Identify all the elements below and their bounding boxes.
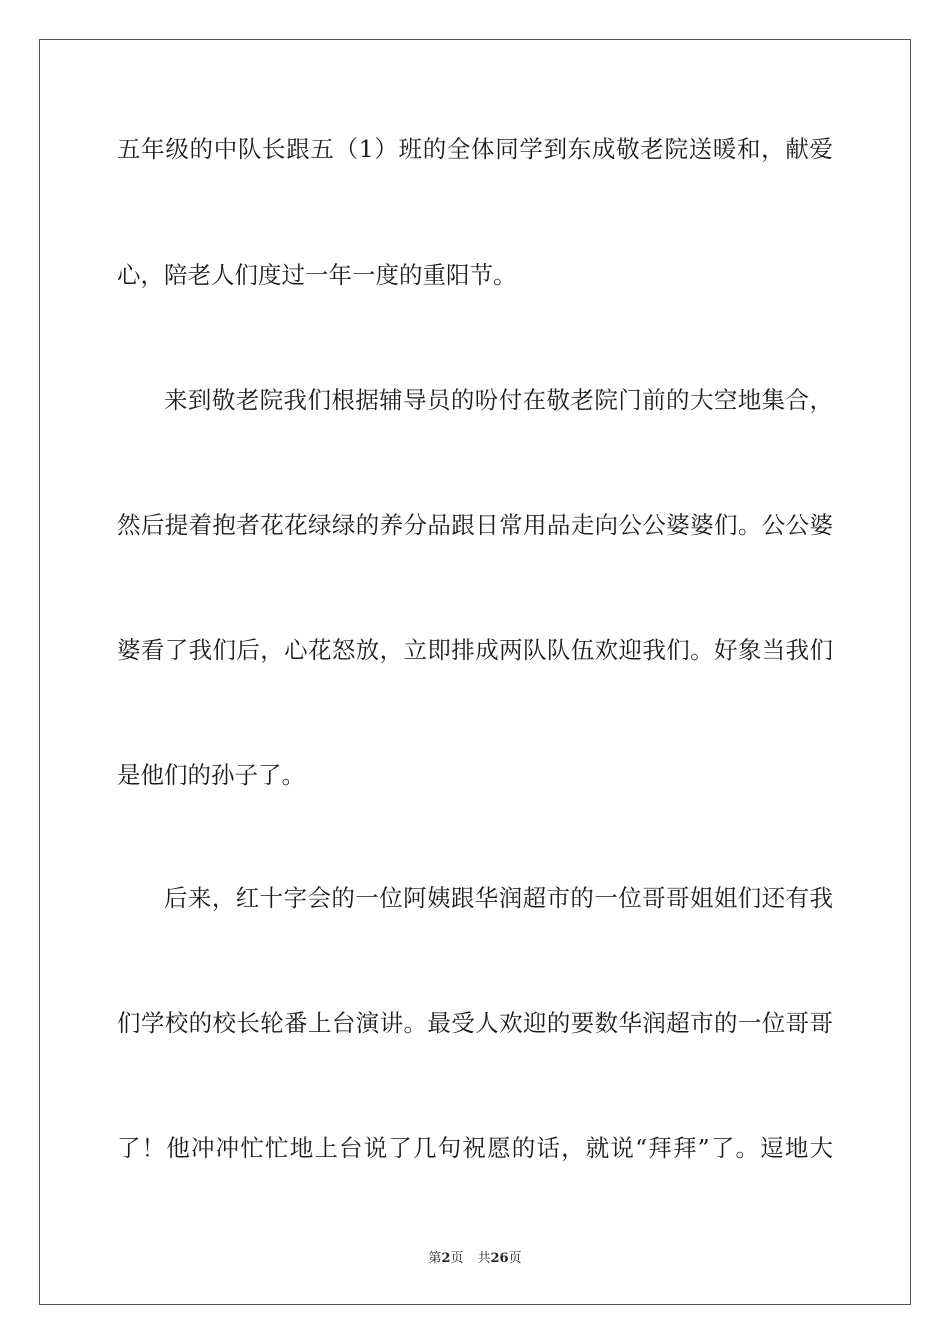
total-pages: 26: [490, 1251, 509, 1266]
page-prefix: 第: [428, 1251, 442, 1266]
total-suffix: 页: [508, 1251, 522, 1266]
text-line-4: 然后提着抱者花花绿绿的养分品跟日常用品走向公公婆婆们。公公婆: [117, 511, 833, 539]
text-line-9: 了！他冲冲忙忙地上台说了几句祝愿的话，就说“拜拜”了。逗地大: [117, 1134, 833, 1162]
page-suffix: 页: [450, 1251, 464, 1266]
text-line-3: 来到敬老院我们根据辅导员的吩付在敬老院门前的大空地集合，: [164, 386, 833, 414]
page-number: 2: [441, 1251, 451, 1266]
total-prefix: 共: [477, 1251, 491, 1266]
page-border: [39, 39, 911, 1305]
text-line-6: 是他们的孙子了。: [117, 761, 305, 789]
text-line-7: 后来，红十字会的一位阿姨跟华润超市的一位哥哥姐姐们还有我: [164, 884, 833, 912]
text-line-8: 们学校的校长轮番上台演讲。最受人欢迎的要数华润超市的一位哥哥: [117, 1009, 833, 1037]
text-line-1: 五年级的中队长跟五（1）班的全体同学到东成敬老院送暖和，献爱: [117, 135, 833, 163]
text-line-2: 心，陪老人们度过一年一度的重阳节。: [117, 261, 517, 289]
page-footer: [0, 1247, 950, 1266]
text-line-5: 婆看了我们后，心花怒放，立即排成两队队伍欢迎我们。好象当我们: [117, 636, 833, 664]
